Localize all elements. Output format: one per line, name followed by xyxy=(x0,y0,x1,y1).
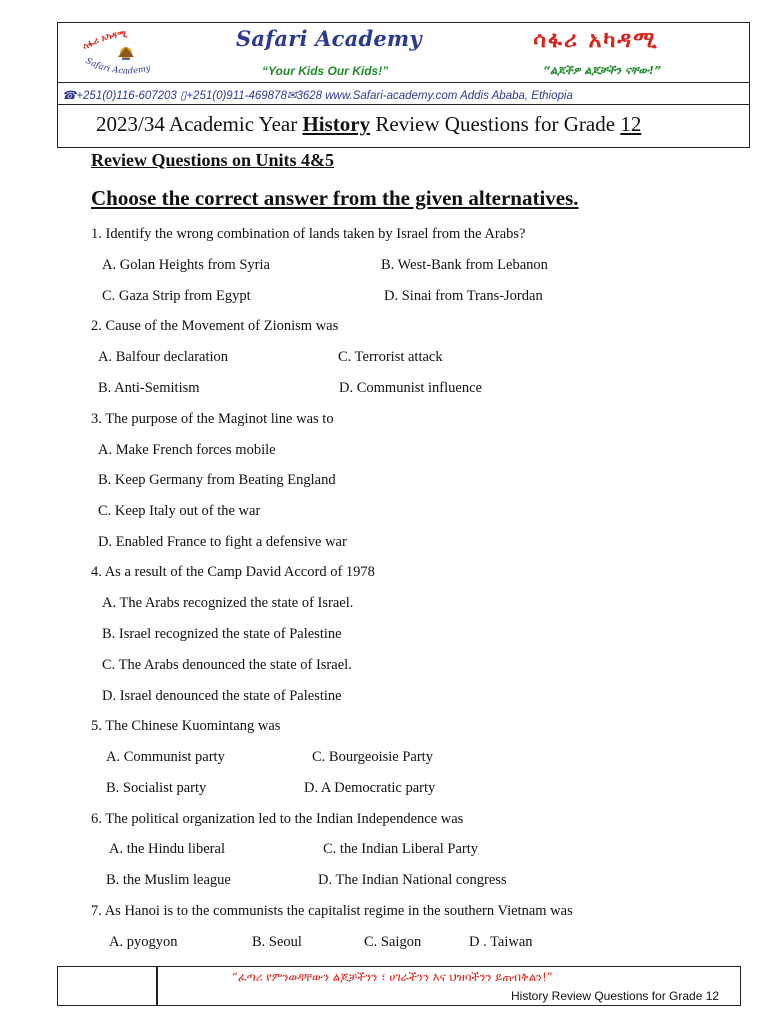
document-title xyxy=(96,112,641,137)
q2-option-c: C. Terrorist attack xyxy=(338,349,443,365)
question-4: 4. As a result of the Camp David Accord of 1978 xyxy=(91,564,375,580)
q6-option-a: A. the Hindu liberal xyxy=(109,841,225,857)
q6-option-d: D. The Indian National congress xyxy=(318,872,507,888)
contact-info: ☎+251(0)116-607203 ▯+251(0)911-469878✉3628 www.Safari-academy.com Addis Ababa, Ethiopia xyxy=(62,90,573,102)
q1-option-a: A. Golan Heights from Syria xyxy=(102,257,270,273)
q1-option-c: C. Gaza Strip from Egypt xyxy=(102,288,251,304)
q6-option-c: C. the Indian Liberal Party xyxy=(323,841,479,857)
logo-graphic xyxy=(70,27,182,77)
svg-text:Safari Academy xyxy=(84,56,152,76)
q6-option-b: B. the Muslim league xyxy=(106,872,231,888)
title-grade: 12 xyxy=(620,112,642,136)
header-divider xyxy=(57,82,750,83)
question-6: 6. The political organization led to the Indian Independence was xyxy=(91,811,464,827)
q2-option-a: A. Balfour declaration xyxy=(98,349,229,365)
q7-option-b: B. Seoul xyxy=(252,934,302,950)
title-rest: Review Questions for Grade xyxy=(375,112,616,136)
q5-option-b: B. Socialist party xyxy=(106,780,207,796)
q7-option-d: D . Taiwan xyxy=(469,934,533,950)
question-1: 1. Identify the wrong combination of lands taken by Israel from the Arabs? xyxy=(91,226,526,242)
logo-emblem-icon xyxy=(118,47,134,59)
q4-option-b: B. Israel recognized the state of Palestine xyxy=(102,626,342,642)
question-3: 3. The purpose of the Maginot line was to xyxy=(91,411,334,427)
footer-doc-title: History Review Questions for Grade 12 xyxy=(511,989,720,1003)
school-name-amharic: ሳፋሪ አካዳሚ xyxy=(533,28,659,53)
q4-option-a: A. The Arabs recognized the state of Israel. xyxy=(102,595,354,611)
instruction: Choose the correct answer from the given alternatives. xyxy=(91,186,579,210)
footer-motto-amharic: “ፈጣሪ የምንወዳቸውን ልጆቻችንን ፣ ሀገራችንን እና ህዝባችንን ይጠብቅልን!” xyxy=(232,970,553,984)
title-year: 2023/34 Academic Year xyxy=(96,112,298,136)
logo-text-top: ሳፋሪ አካዳሚ xyxy=(81,29,128,53)
q1-option-d: D. Sinai from Trans-Jordan xyxy=(384,288,543,304)
logo-text-bottom: Safari Academy xyxy=(83,56,152,77)
motto-english: “Your Kids Our Kids!” xyxy=(262,64,389,78)
q2-option-d: D. Communist influence xyxy=(339,380,482,396)
q4-option-c: C. The Arabs denounced the state of Israel. xyxy=(102,657,352,673)
question-5: 5. The Chinese Kuomintang was xyxy=(91,718,281,734)
motto-amharic: “ልጆችዎ ልጆቻችን ናቸው!” xyxy=(543,64,662,77)
school-name: Safari Academy xyxy=(236,26,422,51)
footer-divider xyxy=(156,966,158,1006)
header-divider-2 xyxy=(57,104,750,105)
q5-option-d: D. A Democratic party xyxy=(304,780,436,796)
q7-option-c: C. Saigon xyxy=(364,934,422,950)
school-logo xyxy=(70,27,182,77)
q3-option-d: D. Enabled France to fight a defensive war xyxy=(98,534,347,550)
title-subject: History xyxy=(302,112,371,136)
q4-option-d: D. Israel denounced the state of Palestine xyxy=(102,688,342,704)
q5-option-a: A. Communist party xyxy=(106,749,225,765)
q3-option-c: C. Keep Italy out of the war xyxy=(98,503,261,519)
q1-option-b: B. West-Bank from Lebanon xyxy=(381,257,548,273)
question-7: 7. As Hanoi is to the communists the capitalist regime in the southern Vietnam was xyxy=(91,903,573,919)
q2-option-b: B. Anti-Semitism xyxy=(98,380,200,396)
q7-option-a: A. pyogyon xyxy=(109,934,178,950)
q5-option-c: C. Bourgeoisie Party xyxy=(312,749,433,765)
q3-option-b: B. Keep Germany from Beating England xyxy=(98,472,336,488)
question-2: 2. Cause of the Movement of Zionism was xyxy=(91,318,339,334)
q3-option-a: A. Make French forces mobile xyxy=(98,442,276,458)
section-title: Review Questions on Units 4&5 xyxy=(91,150,335,170)
